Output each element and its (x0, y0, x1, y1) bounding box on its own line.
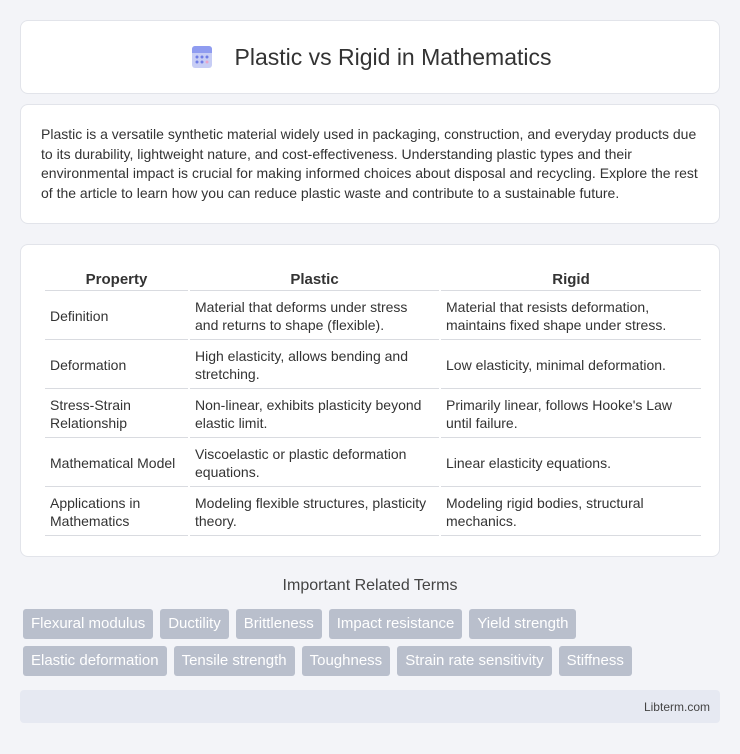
row-plastic: Non-linear, exhibits plasticity beyond elastic limit. (190, 391, 439, 438)
row-plastic: Material that deforms under stress and returns to shape (flexible). (190, 293, 439, 340)
table-row (45, 293, 701, 340)
tag-toughness[interactable]: Toughness (302, 646, 391, 676)
intro-card (20, 104, 720, 224)
tag-row (23, 646, 723, 676)
table-row (45, 342, 701, 389)
row-property: Applications in Mathematics (45, 489, 188, 536)
header-rigid: Rigid (441, 267, 701, 291)
header-plastic: Plastic (190, 267, 439, 291)
intro-paragraph: Plastic is a versatile synthetic material widely used in packaging, construction, and everyday products due to its durability, lightweight nature, and cost-effectiveness. Understanding plastic types and their environmental impact is crucial for making informed choices about disposal and recycling. Explore the rest of the article to learn how you can reduce plastic waste and contribute to a sustainable future. (41, 126, 698, 201)
table-header-row (45, 267, 701, 291)
footer-link[interactable]: Libterm.com (643, 699, 710, 714)
tag-flexural-modulus[interactable]: Flexural modulus (23, 609, 153, 639)
page-title: Plastic vs Rigid in Mathematics (234, 43, 552, 70)
row-plastic: High elasticity, allows bending and stretching. (190, 342, 439, 389)
tag-stiffness[interactable]: Stiffness (559, 646, 632, 676)
table-row (45, 489, 701, 536)
row-rigid: Modeling rigid bodies, structural mechanics. (441, 489, 701, 536)
comparison-table (43, 265, 703, 538)
title-wrap (189, 44, 552, 71)
row-property: Definition (45, 293, 188, 340)
tag-yield-strength[interactable]: Yield strength (469, 609, 576, 639)
tag-tensile-strength[interactable]: Tensile strength (174, 646, 295, 676)
row-plastic: Modeling flexible structures, plasticity theory. (190, 489, 439, 536)
tag-elastic-deformation[interactable]: Elastic deformation (23, 646, 167, 676)
related-terms-title: Important Related Terms (282, 577, 458, 594)
header-property: Property (45, 267, 188, 291)
tag-strain-rate-sensitivity[interactable]: Strain rate sensitivity (397, 646, 551, 676)
table-row (45, 391, 701, 438)
calculator-icon (189, 44, 215, 70)
tag-brittleness[interactable]: Brittleness (236, 609, 322, 639)
row-property: Deformation (45, 342, 188, 389)
tag-ductility[interactable]: Ductility (160, 609, 229, 639)
row-property: Stress-Strain Relationship (45, 391, 188, 438)
header-card (20, 20, 720, 94)
tag-row (23, 609, 723, 639)
row-rigid: Linear elasticity equations. (441, 440, 701, 487)
footer (20, 690, 720, 723)
tag-impact-resistance[interactable]: Impact resistance (329, 609, 463, 639)
row-rigid: Material that resists deformation, maintains fixed shape under stress. (441, 293, 701, 340)
row-rigid: Low elasticity, minimal deformation. (441, 342, 701, 389)
related-terms (23, 609, 723, 683)
row-plastic: Viscoelastic or plastic deformation equations. (190, 440, 439, 487)
table-row (45, 440, 701, 487)
row-property: Mathematical Model (45, 440, 188, 487)
row-rigid: Primarily linear, follows Hooke's Law until failure. (441, 391, 701, 438)
comparison-card (20, 244, 720, 557)
